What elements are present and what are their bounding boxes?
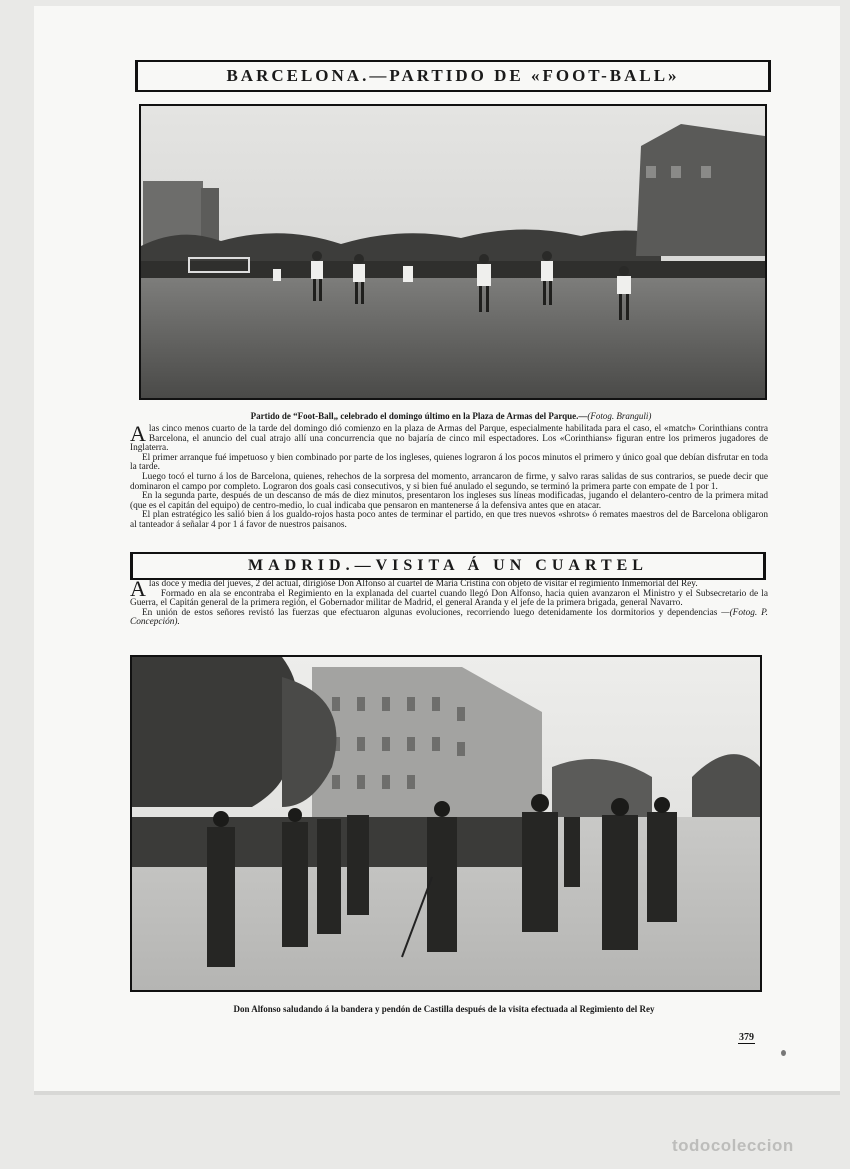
- parade-photo-caption: Don Alfonso saludando á la bandera y pendón de Castilla después de la visita efectuada al Regimiento del Rey: [233, 1004, 655, 1014]
- football-paragraph: El primer arranque fué impetuoso y bien combinado por parte de los ingleses, quienes lograron á los pocos minutos el primero y único goal que debían disfrutar en toda la tarde.: [130, 452, 768, 473]
- football-paragraph: El plan estratégico les salió bien á los gualdo-rojos hasta poco antes de terminar el partido, en que tres nuevos «shrots» ó remates maestros del de Barcelona obligaron al tanteador á señalar 4 por 1 á favor de nuestros paisanos.: [130, 510, 768, 530]
- football-paragraph: En la segunda parte, después de un descanso de más de diez minutos, presentaron los ingleses sus líneas modificadas, jugando el delantero-centro de la primera mitad (que es el capitán del equipo) de centro-medio, lo cual indicaba que pensaron en mantenerse á la defensiva antes que en atacar.: [130, 491, 768, 511]
- football-caption-credit: (Fotog. Branguli): [587, 411, 652, 421]
- cuartel-paragraph: Formado en ala se encontraba el Regimiento en la explanada del cuartel cuando llegó Don Alfonso, hacia quien avanzaron el Ministro y el Subsecretario de la Guerra, el Capitán general de la primera región, el Gobernador militar de Madrid, el general Aranda y el jefe de la primera brigada, general Navarro.: [130, 588, 768, 609]
- football-article: [130, 421, 768, 531]
- football-section-heading: BARCELONA.—PARTIDO DE «FOOT-BALL»: [135, 60, 771, 92]
- football-photo-caption: [139, 411, 763, 421]
- football-match-photo: [139, 104, 767, 400]
- drop-cap: A: [130, 421, 146, 446]
- barracks-parade-photo: [130, 655, 762, 992]
- page-edge: [34, 1091, 840, 1095]
- print-speck: [781, 1050, 786, 1056]
- watermark: todocoleccion: [672, 1136, 794, 1155]
- football-paragraph: Alas cinco menos cuarto de la tarde del domingo dió comienzo en la plaza de Armas del Parque, especialmente habilitada para el caso, el «match» Corinthians contra Barcelona, el anuncio del cual atrajo allí una concurrencia que no bajaría de cinco mil espectadores. Los «Corinthians» figuran entre los primeros jugadores de Inglaterra.: [130, 421, 768, 454]
- football-caption-text: Partido de “Foot-Ball„ celebrado el domingo último en la Plaza de Armas del Parque.—: [250, 411, 588, 421]
- cuartel-paragraph: Alas doce y media del jueves, 2 del actual, dirigióse Don Alfonso al cuartel de María Cristina con objeto de visitar el regimiento Inmemorial del Rey.: [130, 576, 698, 601]
- drop-cap: A: [130, 576, 146, 601]
- cuartel-photo-credit: —(Fotog. P. Concepción).: [130, 607, 768, 628]
- cuartel-article: [130, 576, 768, 628]
- football-paragraph: Luego tocó el turno á los de Barcelona, quienes, rehechos de la sorpresa del momento, arrancaron de firme, y salvo raras salidas de sus contrarios, se puede decir que dominaron el campo por completo. Lograron dos goals casi consecutivos, y si bien fué anulado el segundo, se terminó la primera parte con empate de 1 por 1.: [130, 471, 768, 492]
- cuartel-paragraph: En unión de estos señores revistó las fuerzas que efectuaron algunas evoluciones, recorriendo luego detenidamente los dormitorios y dependencias —(Fotog. P. Concepción).: [130, 607, 768, 628]
- page-number: 379: [739, 1032, 754, 1043]
- cuartel-section-heading: MADRID.—VISITA Á UN CUARTEL: [130, 552, 766, 580]
